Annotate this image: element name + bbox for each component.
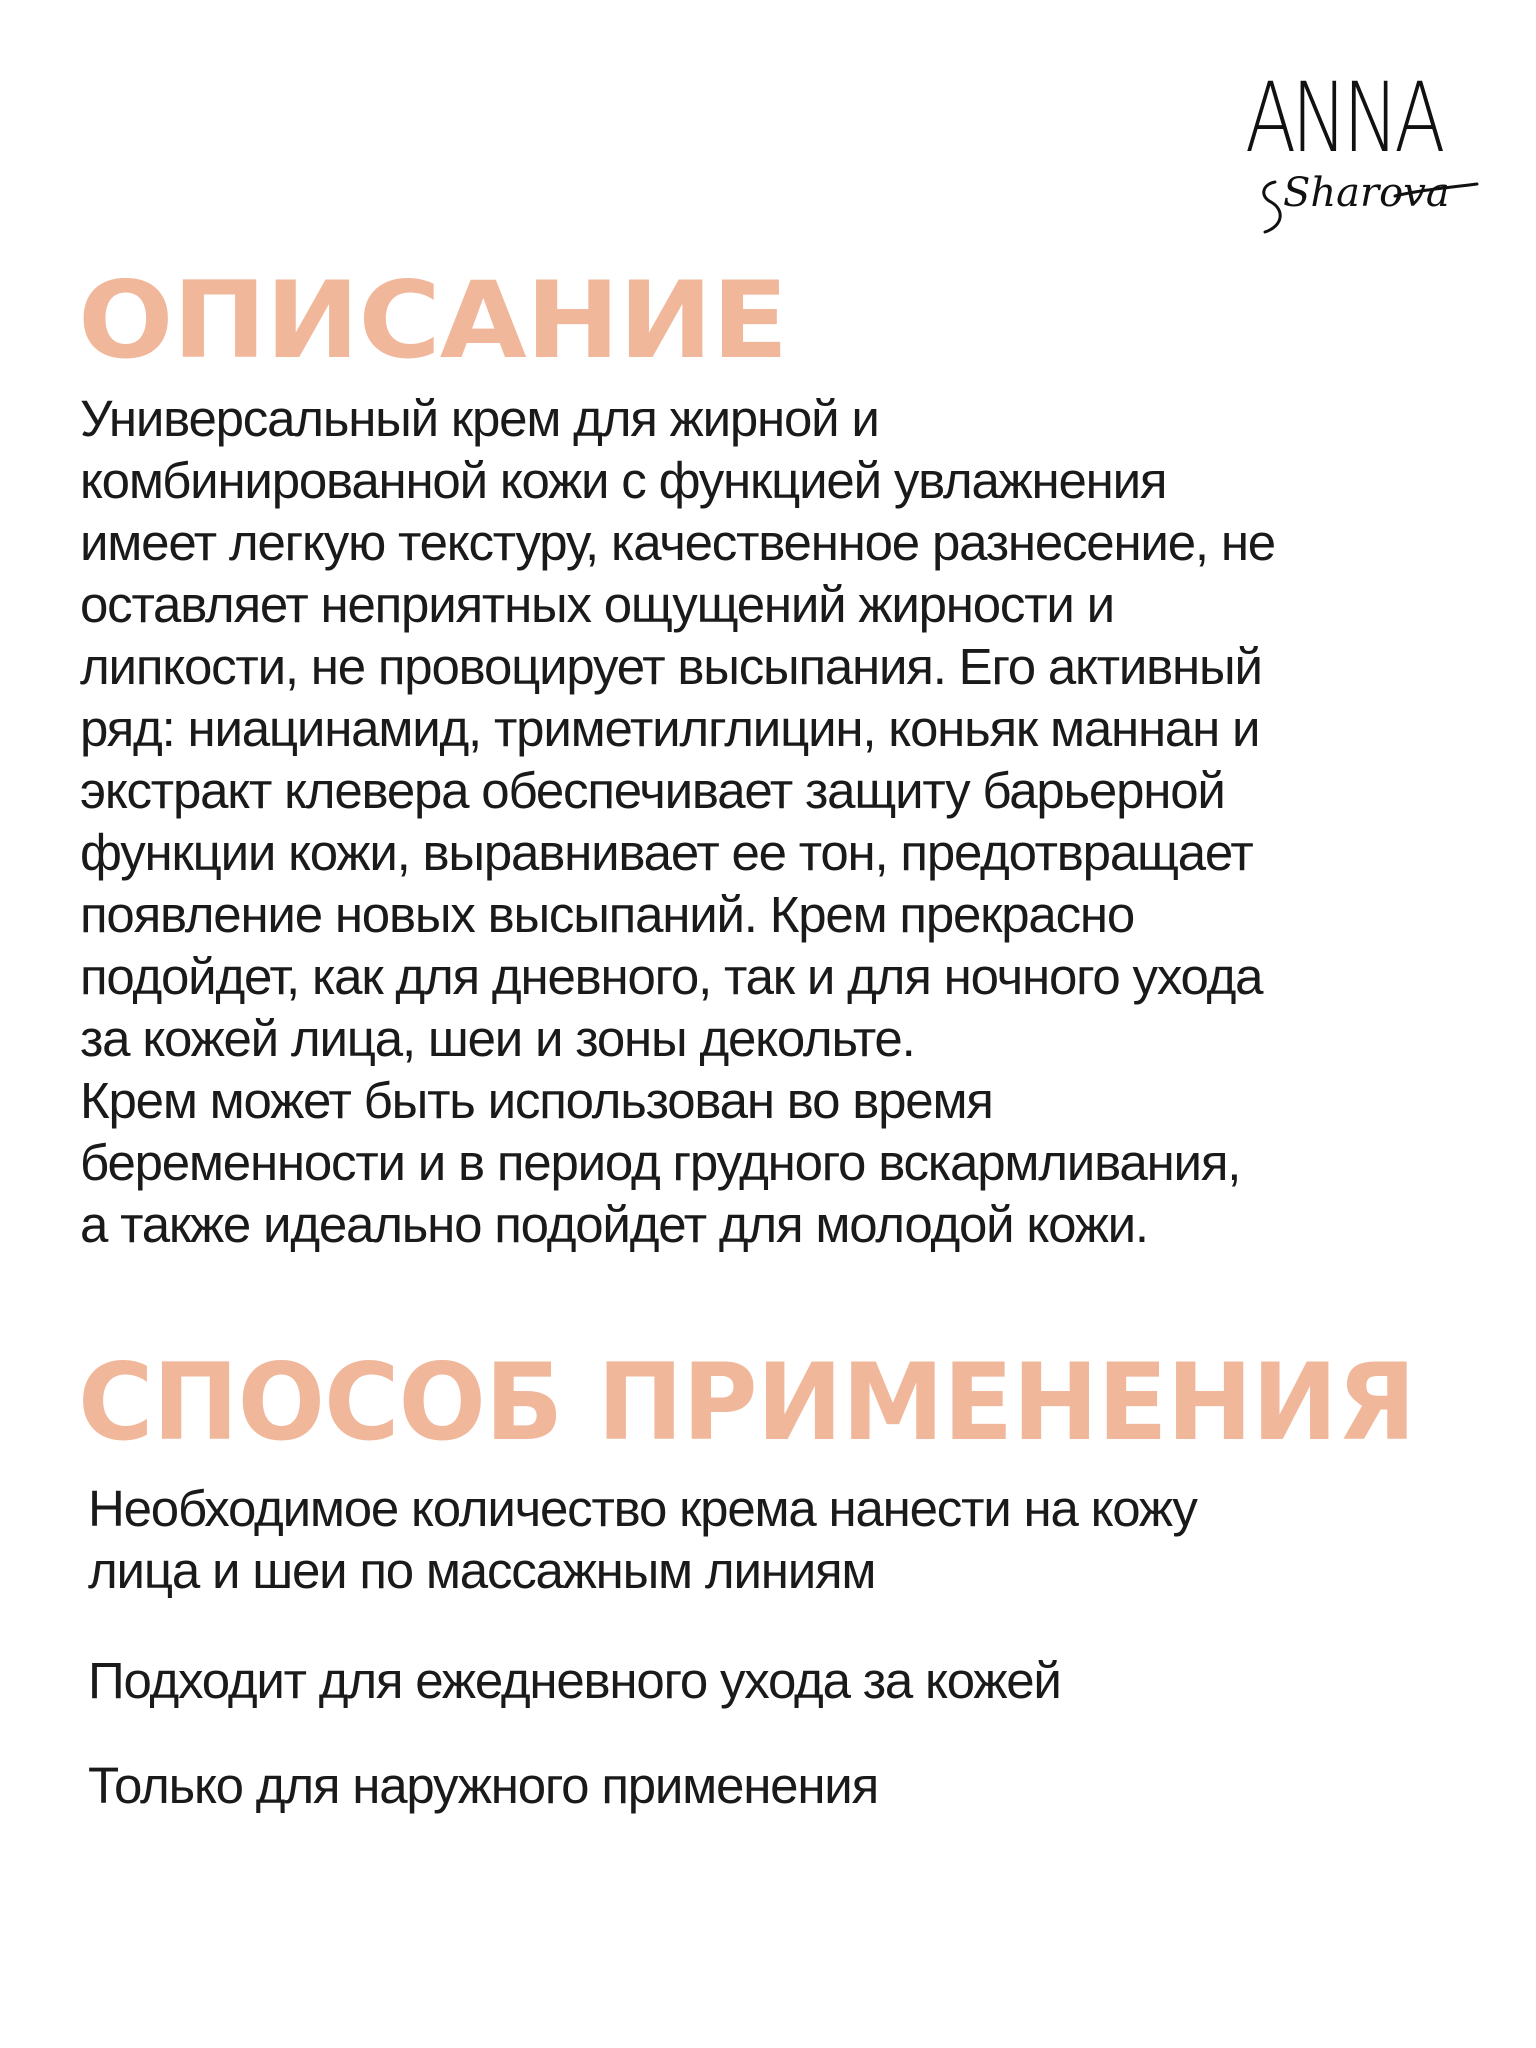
description-line: за кожей лица, шеи и зоны декольте. (80, 1010, 915, 1067)
brand-logo (1245, 62, 1485, 245)
description-line: а также идеально подойдет для молодой кожи. (80, 1196, 1148, 1253)
description-line: оставляет неприятных ощущений жирности и (80, 576, 1114, 633)
usage-item-line: Только для наружного применения (88, 1757, 879, 1814)
description-line: функции кожи, выравнивает ее тон, предотвращает (80, 824, 1253, 881)
description-line: имеет легкую текстуру, качественное разнесение, не (80, 514, 1275, 571)
usage-item-line: Подходит для ежедневного ухода за кожей (88, 1652, 1061, 1709)
usage-item-amount (88, 1478, 1488, 1602)
description-line: беременности и в период грудного вскармливания, (80, 1134, 1241, 1191)
description-line: появление новых высыпаний. Крем прекрасно (80, 886, 1135, 943)
usage-title: СПОСОБ ПРИМЕНЕНИЯ (78, 1341, 1416, 1464)
usage-item-external (88, 1755, 1488, 1817)
description-title: ОПИСАНИЕ (78, 259, 788, 382)
description-line: комбинированной кожи с функцией увлажнения (80, 452, 1167, 509)
description-line: Универсальный крем для жирной и (80, 390, 879, 447)
logo-script-signature (1245, 160, 1485, 250)
description-line: подойдет, как для дневного, так и для ночного ухода (80, 948, 1263, 1005)
description-line: ряд: ниацинамид, триметилглицин, коньяк маннан и (80, 700, 1260, 757)
usage-item-line: Необходимое количество крема нанести на кожу (88, 1480, 1197, 1537)
usage-item-daily (88, 1650, 1488, 1712)
usage-item-line: лица и шеи по массажным линиям (88, 1542, 876, 1599)
description-body (80, 388, 1500, 1256)
description-line: Крем может быть использован во время (80, 1072, 993, 1129)
description-line: липкости, не провоцирует высыпания. Его активный (80, 638, 1262, 695)
description-line: экстракт клевера обеспечивает защиту барьерной (80, 762, 1225, 819)
logo-script-text: Sharova (1283, 170, 1450, 216)
logo-wordmark: ANNA (1245, 62, 1441, 174)
